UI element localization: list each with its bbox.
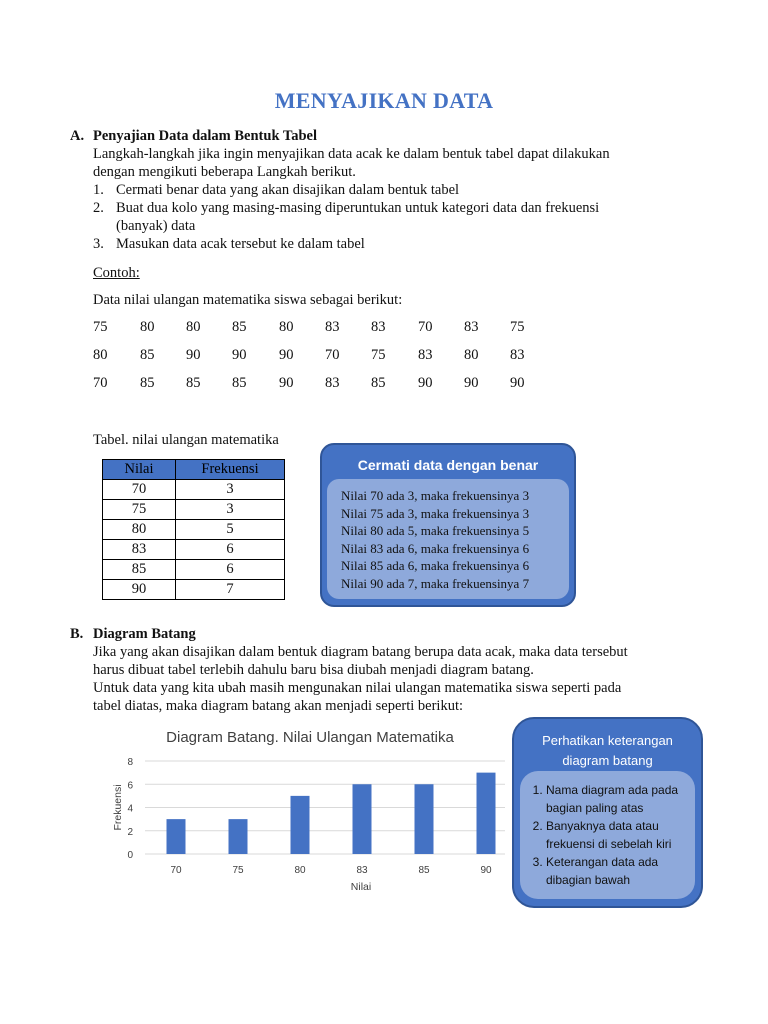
bar <box>415 784 434 854</box>
table-cell-nilai: 83 <box>103 540 176 560</box>
section-b-marker: B. <box>70 626 84 642</box>
raw-data-value: 90 <box>418 375 433 391</box>
y-tick-label: 2 <box>127 826 133 838</box>
callout-notes-title-line: Perhatikan keterangan <box>542 733 673 748</box>
section-a-marker: A. <box>70 128 85 144</box>
bar <box>291 796 310 854</box>
page-title: MENYAJIKAN DATA <box>274 88 494 113</box>
raw-data-value: 83 <box>325 375 340 391</box>
raw-data-value: 83 <box>418 347 433 363</box>
callout-check-body <box>327 479 569 599</box>
x-tick-label: 75 <box>232 865 244 876</box>
bar <box>353 784 372 854</box>
raw-data-value: 80 <box>186 319 201 335</box>
table-cell-nilai: 80 <box>103 520 176 540</box>
callout-check-line: Nilai 80 ada 5, maka frekuensinya 5 <box>341 523 530 538</box>
table-cell-nilai: 90 <box>103 580 176 600</box>
table-cell-frekuensi: 5 <box>176 520 285 540</box>
table-header-nilai: Nilai <box>103 460 176 480</box>
raw-data-value: 70 <box>325 347 340 363</box>
table-cell-nilai: 70 <box>103 480 176 500</box>
callout-check-line: Nilai 70 ada 3, maka frekuensinya 3 <box>341 488 530 503</box>
raw-data-value: 80 <box>140 319 155 335</box>
step-3-number: 3. <box>93 236 104 252</box>
table-row <box>103 500 285 520</box>
y-tick-label: 8 <box>127 757 133 768</box>
raw-data-value: 75 <box>510 319 525 335</box>
frequency-table <box>102 459 285 600</box>
raw-data-value: 90 <box>186 347 201 363</box>
y-axis-label: Frekuensi <box>112 784 124 831</box>
callout-notes-body <box>520 771 695 899</box>
callout-check-line: Nilai 85 ada 6, maka frekuensinya 6 <box>341 558 530 573</box>
raw-data-value: 70 <box>93 375 108 391</box>
raw-data-value: 90 <box>464 375 479 391</box>
y-tick-label: 4 <box>127 803 133 815</box>
data-intro: Data nilai ulangan matematika siswa sebagai berikut: <box>93 292 403 308</box>
section-a-intro-2: dengan mengikuti beberapa Langkah berikut. <box>93 164 356 180</box>
section-b-line-3: Untuk data yang kita ubah masih mengunakan nilai ulangan matematika siswa seperti pada <box>93 680 622 696</box>
chart-title: Diagram Batang. Nilai Ulangan Matematika <box>166 729 454 746</box>
raw-data-value: 75 <box>371 347 386 363</box>
callout-check-line: Nilai 90 ada 7, maka frekuensinya 7 <box>341 575 530 591</box>
raw-data-value: 83 <box>371 319 386 335</box>
section-b-line-4: tabel diatas, maka diagram batang akan menjadi seperti berikut: <box>93 698 464 714</box>
x-axis-label: Nilai <box>350 881 372 893</box>
section-b-line-1: Jika yang akan disajikan dalam bentuk diagram batang berupa data acak, maka data tersebut <box>93 644 628 660</box>
frequency-table-body <box>103 480 285 600</box>
example-label: Contoh: <box>93 265 140 281</box>
table-row <box>103 580 285 600</box>
raw-data-value: 70 <box>418 319 433 335</box>
table-cell-frekuensi: 3 <box>176 500 285 520</box>
x-tick-label: 70 <box>170 865 182 876</box>
raw-data-value: 80 <box>93 347 108 363</box>
section-a-heading: Penyajian Data dalam Bentuk Tabel <box>93 128 317 144</box>
raw-data-value: 90 <box>232 347 247 363</box>
table-cell-nilai: 85 <box>103 560 176 580</box>
step-2-number: 2. <box>93 200 104 216</box>
raw-data-value: 83 <box>325 319 340 335</box>
section-a-intro-1: Langkah-langkah jika ingin menyajikan data acak ke dalam bentuk tabel dapat dilakukan <box>93 146 610 162</box>
raw-data-value: 90 <box>510 375 525 391</box>
callout-notes-title-line: diagram batang <box>562 753 653 768</box>
step-2-text: Buat dua kolo yang masing-masing diperuntukan untuk kategori data dan frekuensi <box>116 200 600 216</box>
raw-data-value: 85 <box>371 375 386 391</box>
step-1-number: 1. <box>93 182 104 198</box>
table-caption: Tabel. nilai ulangan matematika <box>93 432 279 448</box>
table-cell-nilai: 75 <box>103 500 176 520</box>
raw-data-value: 90 <box>279 347 294 363</box>
callout-check-title: Cermati data dengan benar <box>357 457 539 473</box>
callout-check-line: Nilai 75 ada 3, maka frekuensinya 3 <box>341 505 530 521</box>
callout-notes-title <box>514 731 701 771</box>
bar <box>477 773 496 854</box>
table-header-frekuensi: Frekuensi <box>176 460 285 480</box>
table-cell-frekuensi: 3 <box>176 480 285 500</box>
y-tick-label: 6 <box>127 780 133 792</box>
table-cell-frekuensi: 7 <box>176 580 285 600</box>
callout-check-data <box>320 443 576 607</box>
raw-data-value: 85 <box>140 375 155 391</box>
x-tick-label: 80 <box>294 865 306 876</box>
bar <box>167 819 186 854</box>
raw-data-value: 80 <box>464 347 479 363</box>
section-b-line-2: harus dibuat tabel terlebih dahulu baru bisa diubah menjadi diagram batang. <box>93 662 534 678</box>
x-tick-label: 83 <box>356 865 368 876</box>
raw-data-value: 80 <box>279 319 294 335</box>
raw-data-value: 85 <box>232 375 247 391</box>
x-tick-label: 85 <box>418 865 430 876</box>
bar <box>229 819 248 854</box>
table-row <box>103 480 285 500</box>
bar-chart <box>105 720 515 900</box>
step-1-text: Cermati benar data yang akan disajikan dalam bentuk tabel <box>116 182 460 198</box>
raw-data-value: 85 <box>232 319 247 335</box>
raw-data-value: 85 <box>140 347 155 363</box>
callout-notes-item: 2. Banyaknya data atau frekuensi di sebelah kiri <box>546 817 689 853</box>
table-cell-frekuensi: 6 <box>176 560 285 580</box>
callout-check-line: Nilai 83 ada 6, maka frekuensinya 6 <box>341 540 530 556</box>
raw-data-value: 75 <box>93 319 108 335</box>
callout-notes-item: 1. Nama diagram ada pada bagian paling atas <box>546 781 689 817</box>
raw-data-value: 85 <box>186 375 201 391</box>
y-tick-label: 0 <box>127 850 133 861</box>
table-row <box>103 540 285 560</box>
x-tick-label: 90 <box>480 865 492 876</box>
raw-data-value: 90 <box>279 375 294 391</box>
table-row <box>103 520 285 540</box>
raw-data-value: 83 <box>510 347 525 363</box>
table-cell-frekuensi: 6 <box>176 540 285 560</box>
callout-chart-notes <box>512 717 703 908</box>
raw-data-value: 83 <box>464 319 479 335</box>
section-b-heading: Diagram Batang <box>93 626 196 642</box>
table-row <box>103 560 285 580</box>
callout-notes-item: 3. Keterangan data ada dibagian bawah <box>546 853 689 889</box>
step-3-text: Masukan data acak tersebut ke dalam tabel <box>116 236 365 252</box>
step-2-text-cont: (banyak) data <box>116 218 196 234</box>
